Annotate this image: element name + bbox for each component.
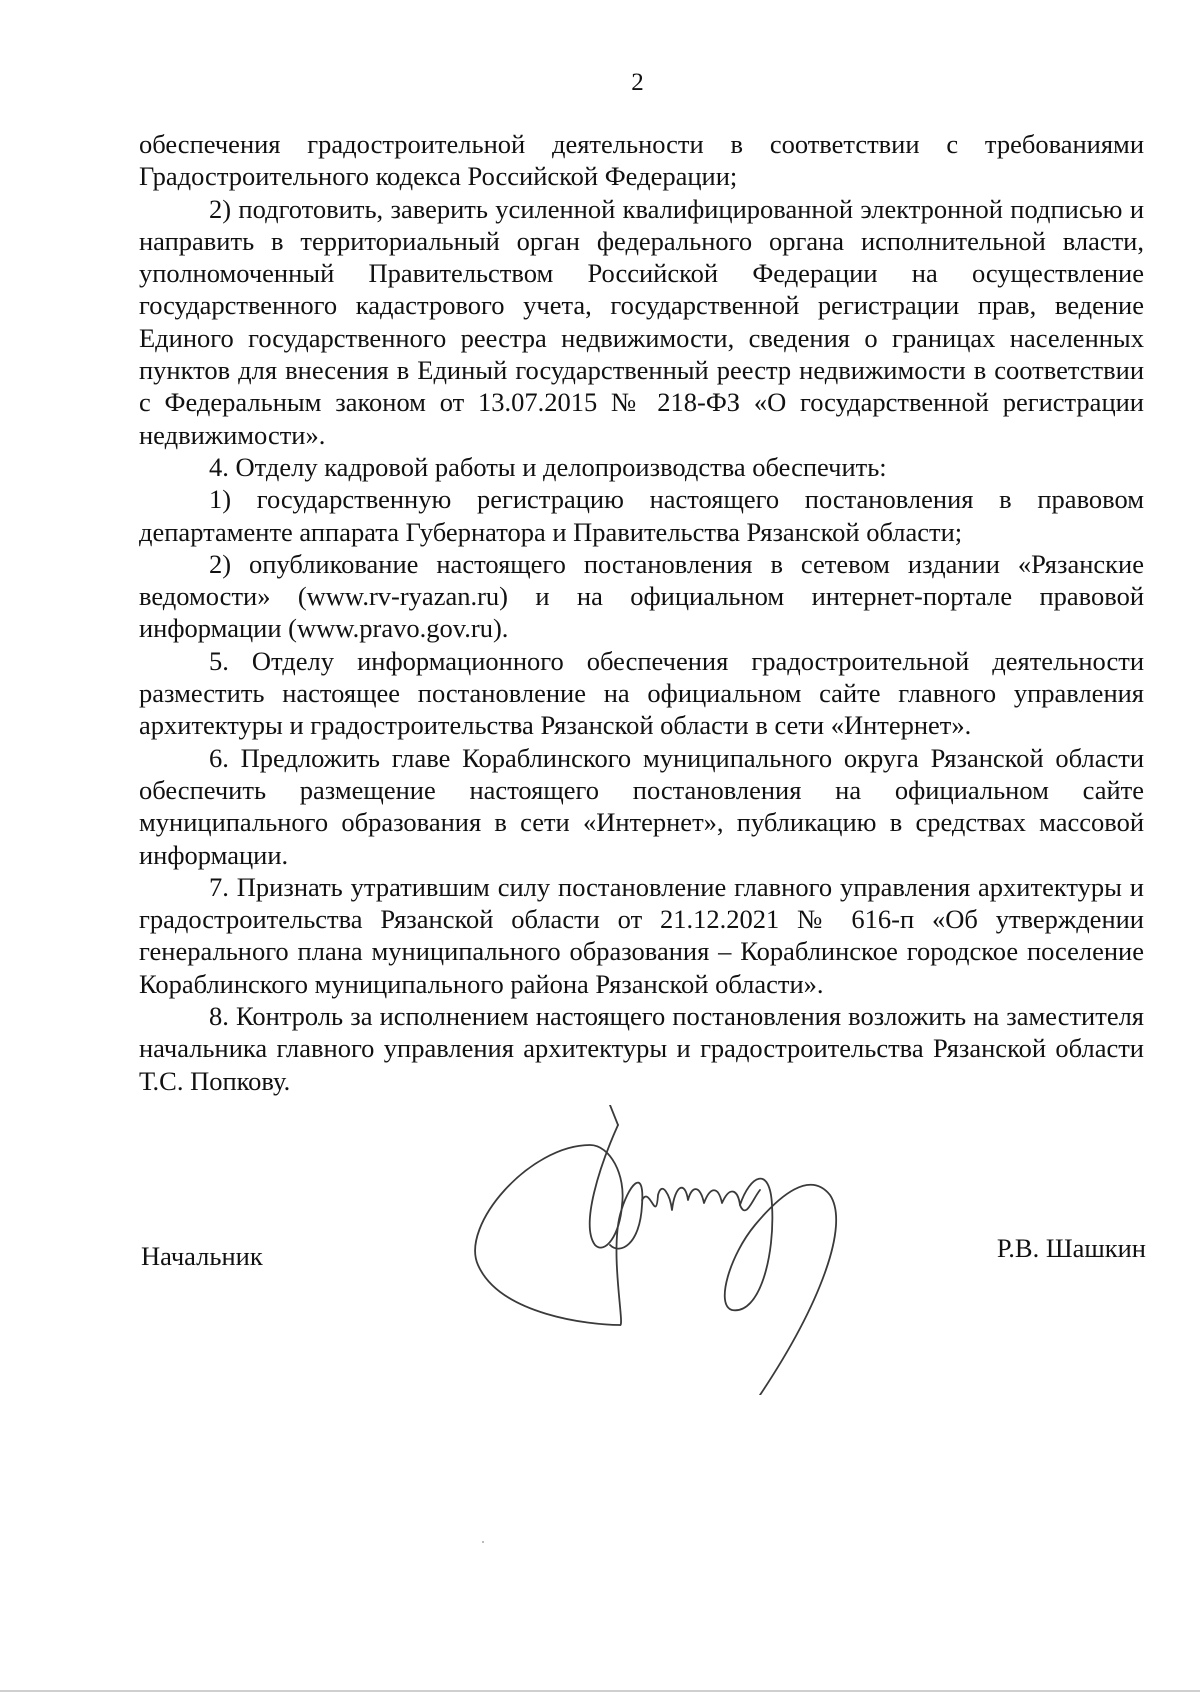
- paragraph-item-6: 6. Предложить главе Кораблинского муниципального округа Рязанской области обеспечить размещение настоящего постановления на официальном сайте муниципального образования в сети «Интернет», публикацию в средствах массовой информации.: [139, 742, 1144, 870]
- signature-block: [141, 1233, 1146, 1280]
- paragraph-item-4: 4. Отделу кадровой работы и делопроизводства обеспечить:: [209, 451, 887, 482]
- document-body: [139, 128, 1144, 1097]
- signatory-name: Р.В. Шашкин: [996, 1233, 1146, 1263]
- paragraph-item-7: 7. Признать утратившим силу постановление главного управления архитектуры и градостроительства Рязанской области от 21.12.2021 № 616-п «Об утверждении генерального плана муниципального образования – Кораблинское городское поселение Кораблинского муниципального района Рязанской области».: [139, 871, 1144, 999]
- paragraph-item-8: 8. Контроль за исполнением настоящего постановления возложить на заместителя начальника главного управления архитектуры и градостроительства Рязанской области Т.С. Попкову.: [139, 1001, 1144, 1096]
- scan-edge-line: [0, 1690, 1200, 1692]
- scan-artifact: [482, 1541, 484, 1543]
- paragraph-continuation: обеспечения градостроительной деятельности в соответствии с требованиями Градостроительного кодекса Российской Федерации;: [139, 129, 1144, 192]
- paragraph-item-4-1: 1) государственную регистрацию настоящего постановления в правовом департаменте аппарата Губернатора и Правительства Рязанской области;: [139, 484, 1144, 547]
- paragraph-item-4-2: 2) опубликование настоящего постановления в сетевом издании «Рязанские ведомости» (www.rv-ryazan.ru) и на официальном интернет-портале правовой информации (www.pravo.gov.ru).: [139, 548, 1144, 644]
- paragraph-item-5: 5. Отделу информационного обеспечения градостроительной деятельности разместить настоящее постановление на официальном сайте главного управления архитектуры и градостроительства Рязанской области в сети «Интернет».: [139, 645, 1144, 741]
- signatory-title: Начальник: [141, 1241, 263, 1271]
- page-number: 2: [631, 69, 644, 96]
- paragraph-item-2-cadastre: 2) подготовить, заверить усиленной квалифицированной электронной подписью и направить в территориальный орган федерального органа исполнительной власти, уполномоченный Правительством Российской Федерации на осуществление государственного кадастрового учета, государственной регистрации прав, ведение Единого государственного реестра недвижимости, сведения о границах населенных пунктов для внесения в Единый государственный реестр недвижимости в соответствии с Федеральным законом от 13.07.2015 № 218-ФЗ «О государственной регистрации недвижимости».: [139, 193, 1144, 450]
